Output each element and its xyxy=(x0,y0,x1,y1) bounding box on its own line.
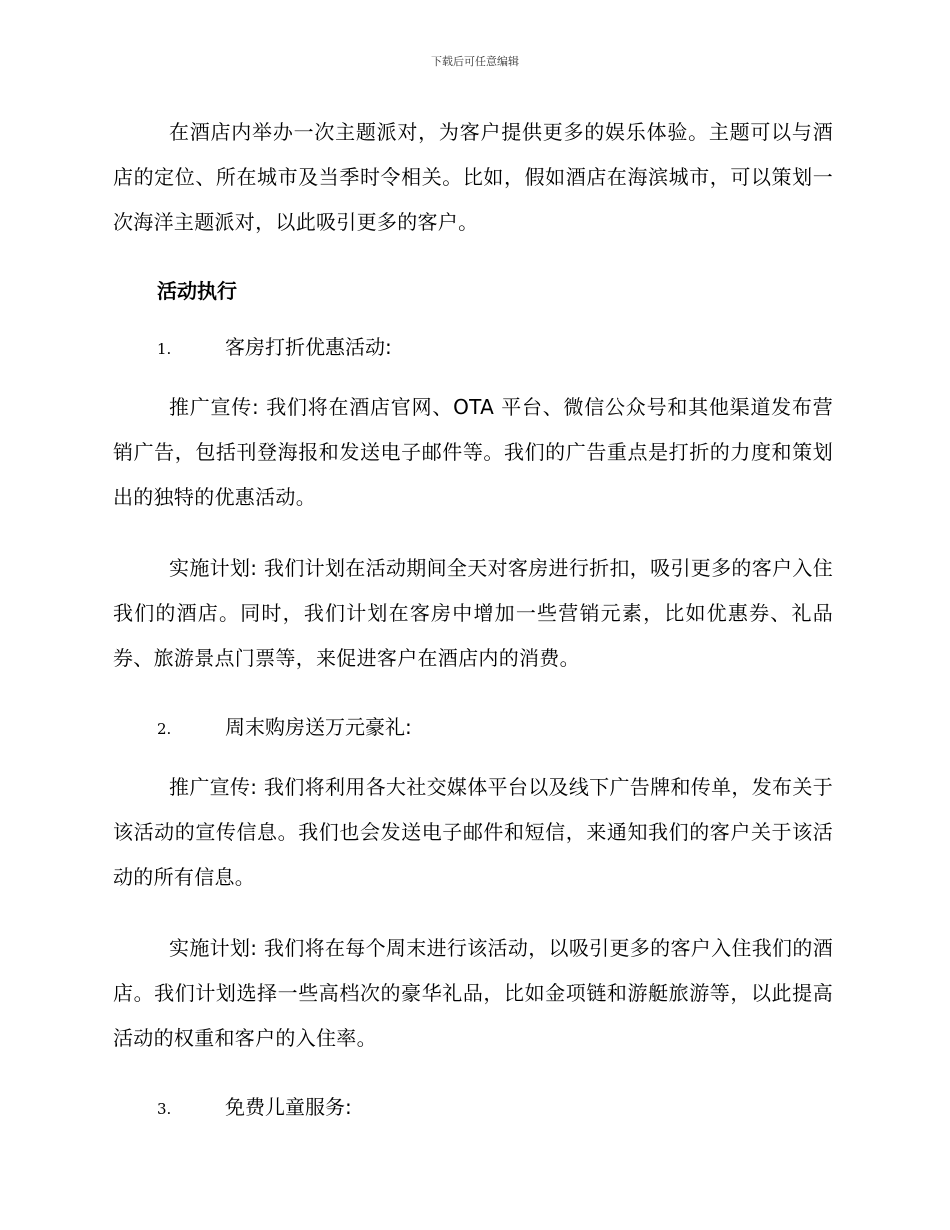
item2-plan-paragraph: 实施计划: 我们将在每个周末进行该活动，以吸引更多的客户入住我们的酒店。我们计划选择一些高档次的豪华礼品，比如金项链和游艇旅游等，以此提高活动的权重和客户的入住率。 xyxy=(113,936,833,1050)
list-title: 免费儿童服务: xyxy=(225,1095,352,1119)
document-body xyxy=(113,110,833,1145)
list-number: 3. xyxy=(157,1100,172,1118)
list-item-2 xyxy=(113,707,833,749)
list-number: 2. xyxy=(157,720,172,738)
intro-paragraph: 在酒店内举办一次主题派对，为客户提供更多的娱乐体验。主题可以与酒店的定位、所在城市及当季时令相关。比如，假如酒店在海滨城市，可以策划一次海洋主题派对，以此吸引更多的客户。 xyxy=(113,120,833,234)
header-note: 下载后可任意编辑 xyxy=(431,55,519,68)
item1-promo-paragraph: 推广宣传: 我们将在酒店官网、OTA 平台、微信公众号和其他渠道发布营销广告，包括刊登海报和发送电子邮件等。我们的广告重点是打折的力度和策划出的独特的优惠活动。 xyxy=(113,395,833,509)
list-title: 客房打折优惠活动: xyxy=(225,335,392,359)
item1-plan-paragraph: 实施计划: 我们计划在活动期间全天对客房进行折扣，吸引更多的客户入住我们的酒店。同时，我们计划在客房中增加一些营销元素，比如优惠券、礼品券、旅游景点门票等，来促进客户在酒店内的消费。 xyxy=(113,556,833,670)
list-item-3 xyxy=(113,1087,833,1129)
list-title: 周末购房送万元豪礼: xyxy=(225,715,412,739)
list-item-1 xyxy=(113,327,833,369)
list-number: 1. xyxy=(157,340,172,358)
item2-promo-paragraph: 推广宣传: 我们将利用各大社交媒体平台以及线下广告牌和传单，发布关于该活动的宣传信息。我们也会发送电子邮件和短信，来通知我们的客户关于该活动的所有信息。 xyxy=(113,775,833,889)
section-heading: 活动执行 xyxy=(157,279,237,303)
